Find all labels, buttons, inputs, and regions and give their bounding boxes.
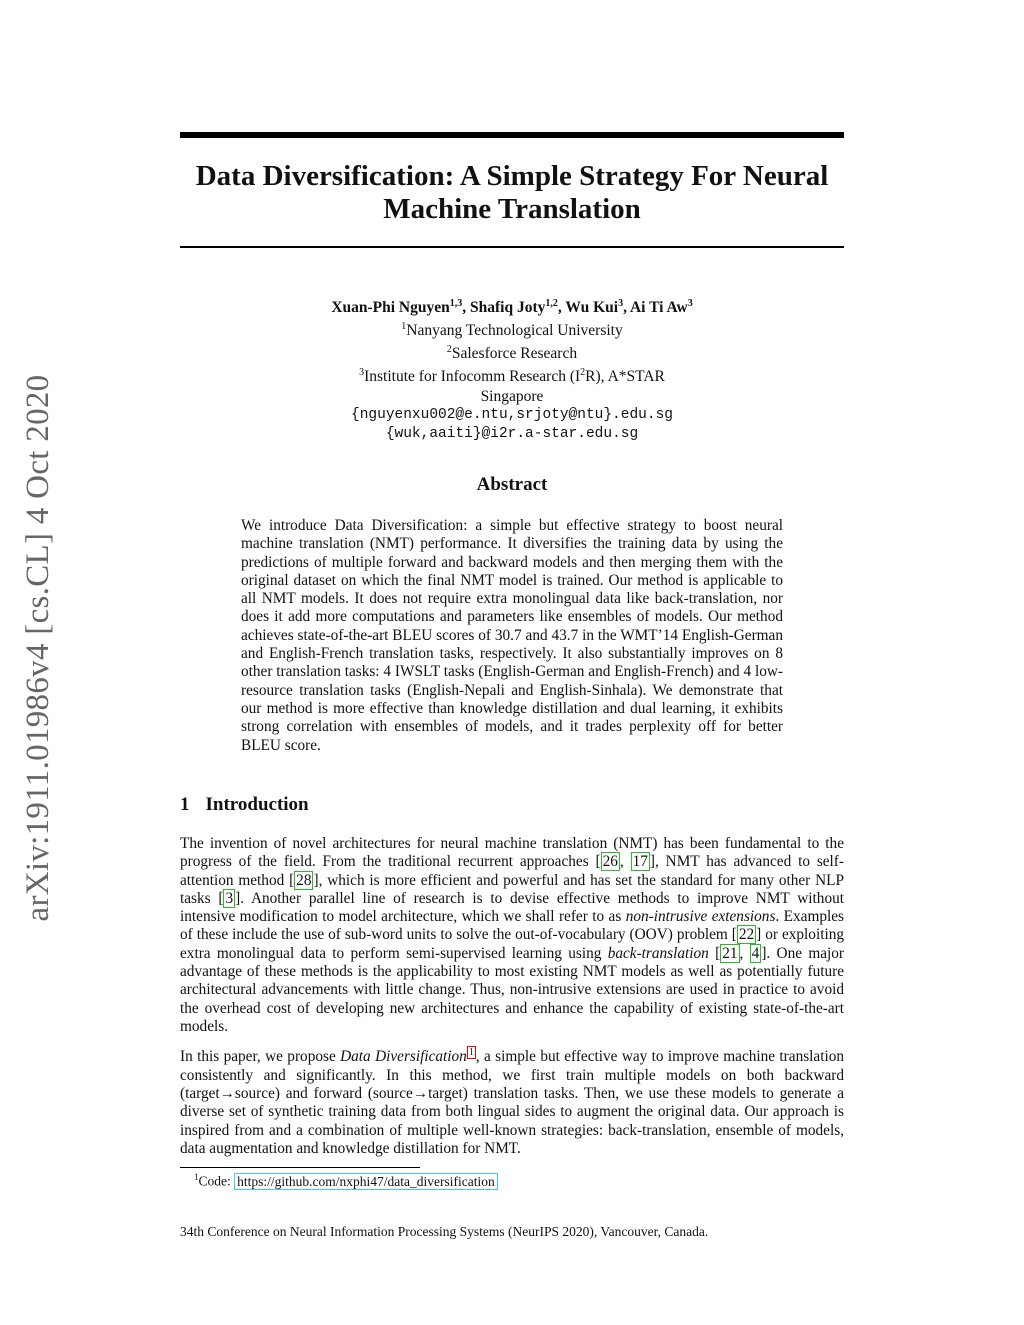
footnote-reference[interactable]: 1 <box>468 1047 474 1059</box>
footnote-rule <box>180 1167 420 1168</box>
emphasis-text: back-translation <box>607 944 709 962</box>
affiliation-text: Institute for Infocomm Research (I <box>364 368 581 386</box>
citation-link[interactable]: 22 <box>738 926 755 944</box>
section-heading <box>180 794 309 816</box>
citation-link[interactable]: 28 <box>296 871 312 889</box>
author-names: Xuan-Phi Nguyen$^{1,3}$, Shafiq Joty$^{1,2}$, Wu Kui$^3$, Ai Ti Aw$^3$ <box>331 298 693 317</box>
paragraph <box>180 1044 844 1158</box>
author-email[interactable]: {wuk,aaiti}@i2r.a-star.edu.sg <box>385 425 639 442</box>
emphasis-text: Data Diversification <box>340 1048 467 1066</box>
abstract-text: We introduce Data Diversification: a simple but effective strategy to boost neural machine translation (NMT) performance. It diversifies the training data by using the predictions of multiple forward and backward models and then merging them with the original dataset on which the final NMT model is trained. Our method is applicable to all NMT models. It does not require extra monolingual data like back-translation, nor does it add more computations and parameters like ensembles of models. Our method achieves state-of-the-art BLEU scores of 30.7 and 43.7 in the WMT’14 English-German and English-French translation tasks, respectively. It also substantially improves on 8 other translation tasks: 4 IWSLT tasks (English-German and English-French) and 4 low-resource translation tasks (English-Nepali and English-Sinhala). We demonstrate that our method is more effective than knowledge distillation and dual learning, it exhibits strong correlation with ensembles of models, and it trades perplexity off for better BLEU score. <box>241 517 783 754</box>
footnote-label: Code: <box>198 1173 235 1189</box>
text-run: , <box>619 853 631 871</box>
text-run: In this paper, we propose <box>180 1048 341 1066</box>
author-affiliation-mark: 3 <box>618 298 624 309</box>
affiliation-mark: 2 <box>446 344 452 356</box>
emphasis-text: non-intrusive extensions <box>625 908 776 926</box>
text-run: ]. One major advantage of these methods is the applicability to most existing NMT models as well as potentially future architectural advancements with little change. Thus, non-intrusive extensions are used in practice to avoid the overhead cost of developing new architectures and enhance the capability of existing state-of-the-art models. <box>180 944 845 1035</box>
citation-link[interactable]: 3 <box>225 889 234 907</box>
code-url-link[interactable]: https://github.com/nxphi47/data_diversification <box>234 1173 498 1190</box>
text-run: The invention of novel architectures for neural machine translation (NMT) has been fundamental to the progress of the field. From the traditional recurrent approaches [ <box>180 835 844 871</box>
author-affiliation-mark: 3 <box>687 298 693 309</box>
conference-footer: 34th Conference on Neural Information Processing Systems (NeurIPS 2020), Vancouver, Canada. <box>180 1224 709 1239</box>
author-affiliation-mark: 1,2 <box>545 298 558 309</box>
text-run: ], NMT has advanced to self-attention method [ <box>180 853 844 889</box>
paper-title: Data Diversification: A Simple Strategy For Neural Machine Translation <box>195 160 829 225</box>
citation-link[interactable]: 21 <box>722 944 738 962</box>
affiliation-1 <box>180 317 844 340</box>
arxiv-identifier: arXiv:1911.01986v4 [cs.CL] 4 Oct 2020 <box>20 374 56 922</box>
author-name: Wu Kui <box>565 299 619 317</box>
text-run: ]. Another parallel line of research is to devise effective methods to improve NMT without intensive modification to model architecture, which we shall refer to as <box>180 889 844 926</box>
footnote-mark: 1 <box>194 1172 199 1182</box>
text-run: ] or exploiting extra monolingual data to perform semi-supervised learning using <box>180 926 844 962</box>
title-bottom-rule <box>180 246 844 248</box>
author-name: Shafiq Joty <box>470 299 546 317</box>
section-number: 1 <box>180 794 190 815</box>
affiliation-2 <box>180 340 844 363</box>
footnote <box>194 1172 498 1190</box>
citation-link[interactable]: 26 <box>602 853 618 871</box>
author-name: Ai Ti Aw <box>629 299 688 317</box>
affiliation-text: Nanyang Technological University <box>406 322 623 340</box>
affiliation-text: Salesforce Research <box>451 345 578 363</box>
abstract-heading: Abstract <box>476 474 548 495</box>
affiliation-mark: 3 <box>359 367 365 379</box>
citation-link[interactable]: 17 <box>632 853 648 871</box>
affiliation-text: R), A*STAR <box>585 368 665 386</box>
affiliation-superscript: 2 <box>580 367 586 379</box>
affiliation-location: Singapore <box>480 387 544 405</box>
author-name: Xuan-Phi Nguyen <box>331 299 450 317</box>
text-run: , a simple but effective way to improve machine translation consistently and significantly. In this method, we first train multiple models on both backward (target→source) and forward (source→target) translation tasks. Then, we use these models to generate a diverse set of synthetic training data from both lingual sides to augment the original data. Our approach is inspired from and a combination of multiple well-known strategies: back-translation, ensemble of models, data augmentation and knowledge distillation for NMT. <box>180 1048 845 1157</box>
citation-link[interactable]: 4 <box>751 944 760 962</box>
author-block <box>180 294 844 444</box>
text-run: , <box>739 944 750 962</box>
title-top-rule <box>180 132 844 138</box>
body-text <box>180 835 844 1166</box>
affiliation-3 <box>180 363 844 386</box>
section-title: Introduction <box>205 794 309 815</box>
text-run: [ <box>708 944 721 962</box>
affiliation-mark: 1 <box>401 321 407 333</box>
paragraph <box>180 835 844 1036</box>
author-email[interactable]: {nguyenxu002@e.ntu,srjoty@ntu}.edu.sg <box>351 406 673 423</box>
text-run: ], which is more efficient and powerful and has set the standard for many other NLP tasks [ <box>180 871 844 907</box>
text-run: . Examples of these include the use of sub-word units to solve the out-of-vocabulary (OOV) problem [ <box>180 908 844 944</box>
author-affiliation-mark: 1,3 <box>449 298 463 309</box>
